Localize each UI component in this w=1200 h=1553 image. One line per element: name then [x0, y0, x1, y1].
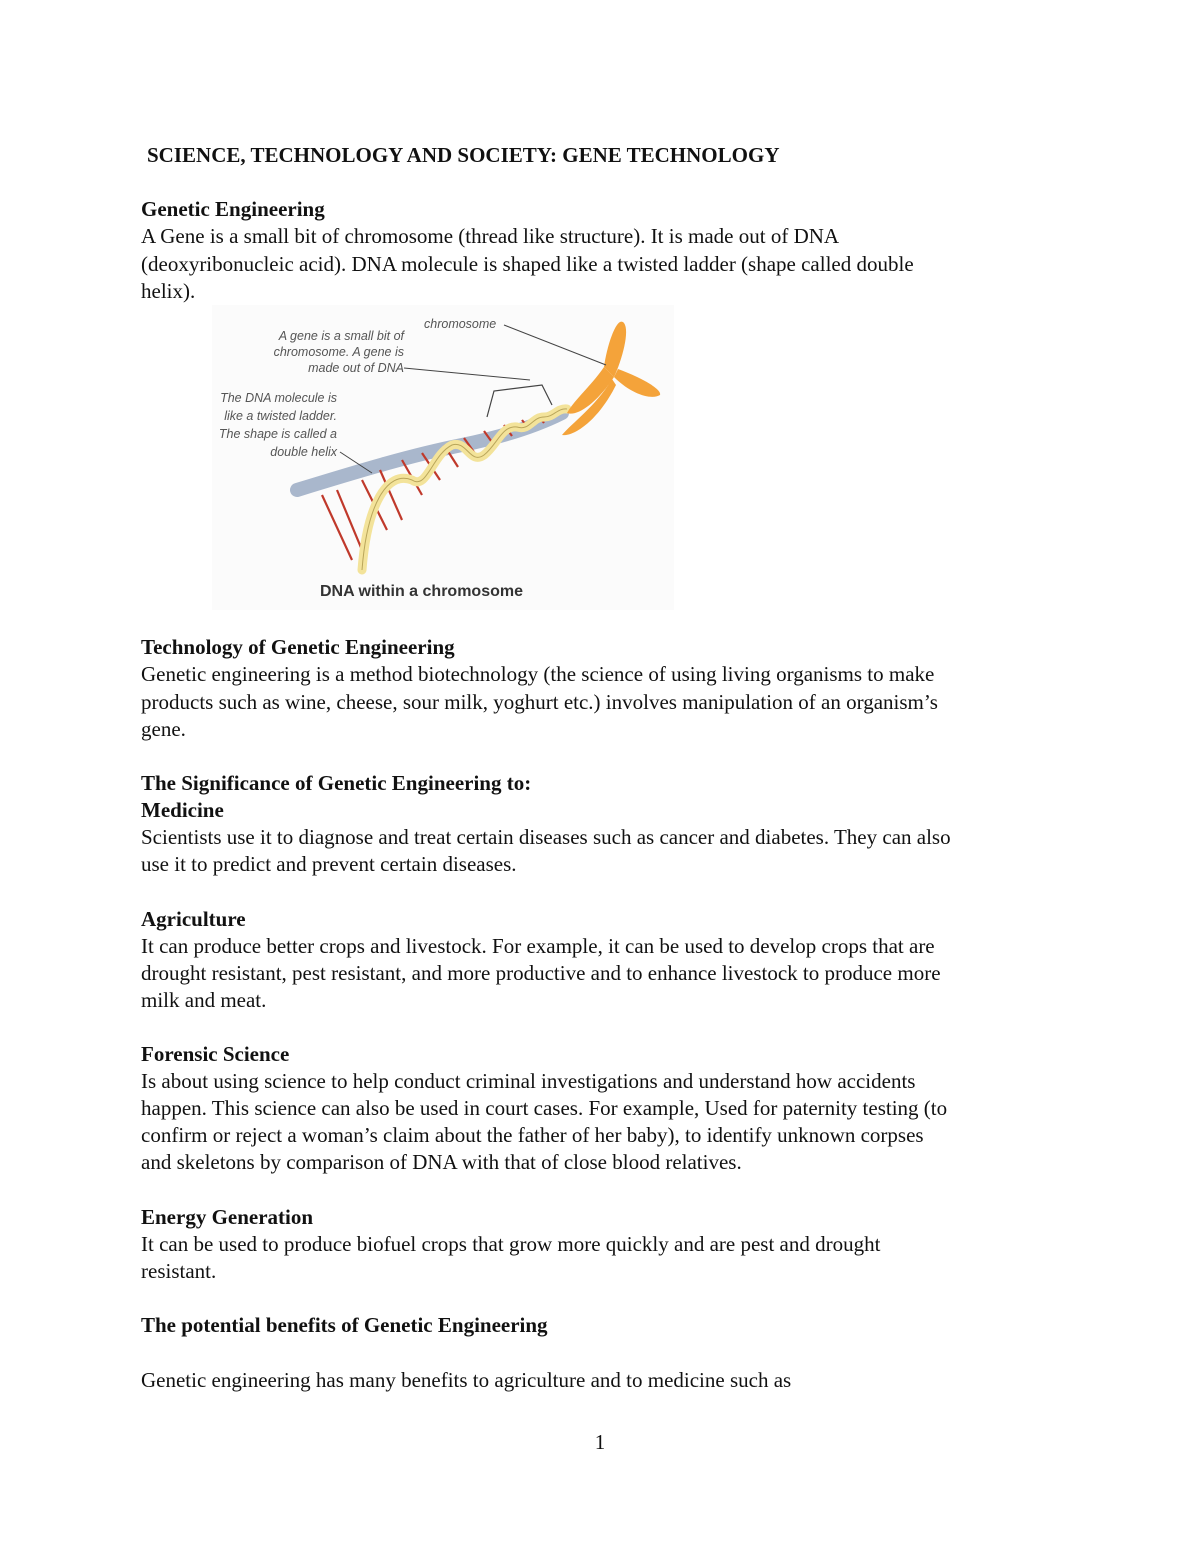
- label-gene-line-1: A gene is a small bit of: [278, 329, 404, 343]
- dna-diagram: [212, 305, 674, 610]
- paragraph-line: Scientists use it to diagnose and treat certain diseases such as cancer and diabetes. They can also: [141, 825, 951, 849]
- label-dna-line-4: double helix: [270, 445, 337, 459]
- figure-caption: DNA within a chromosome: [320, 583, 523, 600]
- heading-medicine: Medicine: [141, 798, 224, 822]
- paragraph-line: gene.: [141, 717, 186, 741]
- label-dna-line-3: The shape is called a: [218, 427, 337, 441]
- paragraph-line: and skeletons by comparison of DNA with that of close blood relatives.: [141, 1150, 742, 1174]
- label-gene-line-2: chromosome. A gene is: [273, 345, 404, 359]
- dna-chromosome-figure: [212, 305, 674, 610]
- label-chromosome: chromosome: [424, 317, 497, 331]
- heading-potential-benefits: The potential benefits of Genetic Engineering: [141, 1313, 548, 1337]
- label-dna-line-2: like a twisted ladder.: [224, 409, 337, 423]
- heading-forensic-science: Forensic Science: [141, 1042, 290, 1066]
- heading-agriculture: Agriculture: [141, 907, 246, 931]
- document-title: SCIENCE, TECHNOLOGY AND SOCIETY: GENE TECHNOLOGY: [147, 143, 780, 167]
- paragraph-line: products such as wine, cheese, sour milk, yoghurt etc.) involves manipulation of an organism’s: [141, 690, 938, 714]
- paragraph-line: helix).: [141, 279, 196, 303]
- paragraph-line: Genetic engineering has many benefits to agriculture and to medicine such as: [141, 1368, 792, 1392]
- paragraph-line: Is about using science to help conduct criminal investigations and understand how accidents: [141, 1069, 916, 1093]
- heading-genetic-engineering: Genetic Engineering: [141, 197, 325, 221]
- paragraph-line: use it to predict and prevent certain diseases.: [141, 852, 517, 876]
- paragraph-line: confirm or reject a woman’s claim about the father of her baby), to identify unknown corpses: [141, 1123, 924, 1147]
- heading-technology: Technology of Genetic Engineering: [141, 635, 455, 659]
- paragraph-line: milk and meat.: [141, 988, 267, 1012]
- heading-significance: The Significance of Genetic Engineering to:: [141, 771, 532, 795]
- heading-energy-generation: Energy Generation: [141, 1205, 314, 1229]
- paragraph-line: drought resistant, pest resistant, and more productive and to enhance livestock to produce more: [141, 961, 941, 985]
- paragraph-line: resistant.: [141, 1259, 217, 1283]
- paragraph-line: A Gene is a small bit of chromosome (thread like structure). It is made out of DNA: [141, 224, 840, 248]
- paragraph-line: It can produce better crops and livestock. For example, it can be used to develop crops that are: [141, 934, 935, 958]
- paragraph-line: (deoxyribonucleic acid). DNA molecule is shaped like a twisted ladder (shape called double: [141, 252, 914, 276]
- label-gene-line-3: made out of DNA: [308, 361, 404, 375]
- page-number: 1: [594, 1430, 606, 1454]
- paragraph-line: Genetic engineering is a method biotechnology (the science of using living organisms to make: [141, 662, 935, 686]
- paragraph-line: happen. This science can also be used in court cases. For example, Used for paternity testing (to: [141, 1096, 948, 1120]
- paragraph-line: It can be used to produce biofuel crops that grow more quickly and are pest and drought: [141, 1232, 881, 1256]
- label-dna-line-1: The DNA molecule is: [220, 391, 337, 405]
